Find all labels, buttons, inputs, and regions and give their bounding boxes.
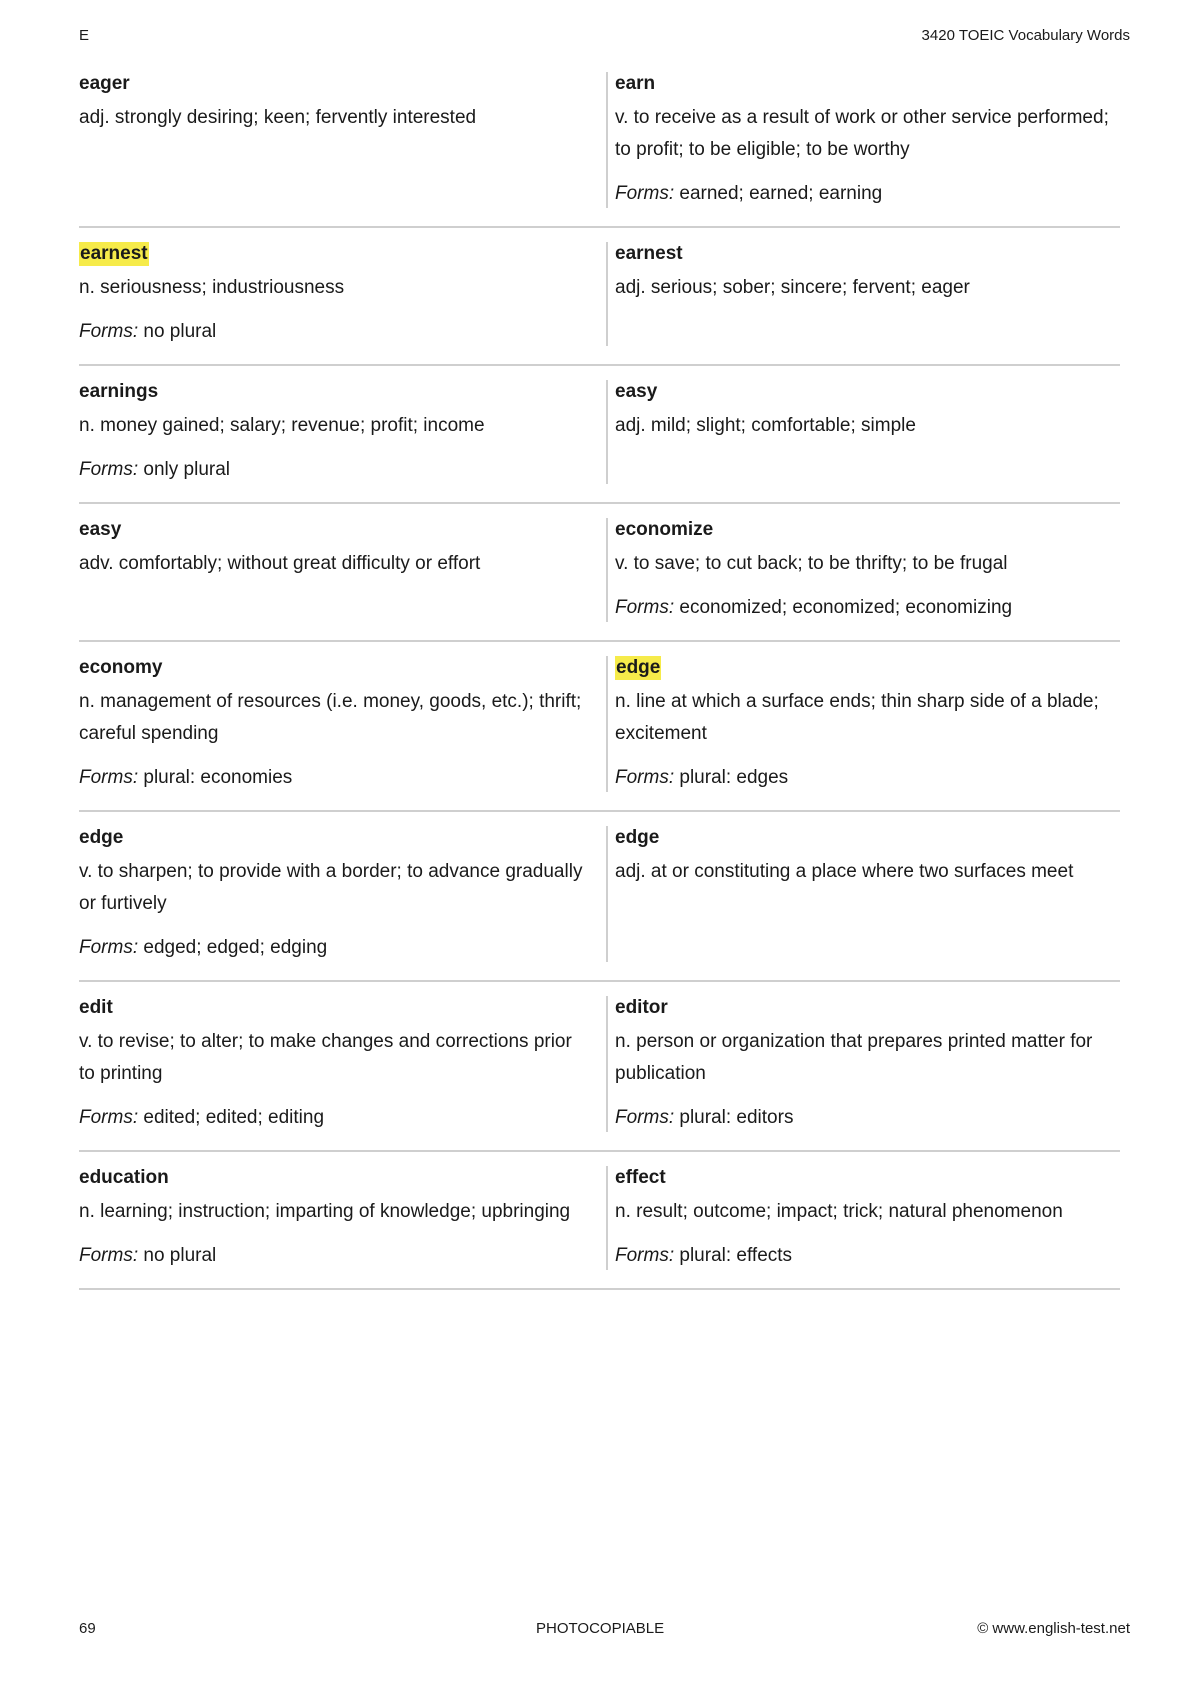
vocab-entry (606, 518, 1120, 622)
headword: economy (79, 657, 163, 678)
headword: earnings (79, 381, 159, 402)
forms-label: Forms: (79, 937, 139, 958)
forms-label: Forms: (79, 1245, 139, 1266)
definition: v. to receive as a result of work or other service performed; to profit; to be eligible; to be worthy (615, 107, 1109, 160)
definition: v. to sharpen; to provide with a border; to advance gradually or furtively (79, 861, 583, 914)
headword: effect (615, 1167, 666, 1188)
vocab-entry (606, 380, 1120, 484)
vocab-entry (79, 826, 606, 980)
vocabulary-entries (79, 72, 1120, 1290)
forms-value: plural: edges (679, 767, 789, 788)
headword: eager (79, 73, 130, 94)
forms-label: Forms: (615, 183, 675, 204)
headword: earn (615, 73, 656, 94)
definition: n. result; outcome; impact; trick; natural phenomenon (615, 1201, 1063, 1222)
vocab-entry (79, 1166, 606, 1288)
word-forms (79, 936, 592, 960)
headword: earnest (615, 243, 683, 264)
word-forms (79, 458, 592, 482)
headword: easy (79, 519, 122, 540)
forms-value: no plural (143, 1245, 217, 1266)
word-forms (615, 182, 1120, 206)
entry-row (79, 518, 1120, 642)
vocab-entry (606, 1166, 1120, 1270)
forms-label: Forms: (615, 597, 675, 618)
vocab-entry (79, 656, 606, 810)
vocab-entry (79, 518, 606, 640)
forms-label: Forms: (615, 1107, 675, 1128)
section-letter: E (79, 27, 90, 44)
forms-label: Forms: (79, 321, 139, 342)
vocab-entry (79, 380, 606, 502)
word-forms (79, 766, 592, 790)
vocab-entry (606, 826, 1120, 962)
entry-row (79, 656, 1120, 812)
forms-value: plural: effects (679, 1245, 793, 1266)
forms-label: Forms: (615, 767, 675, 788)
vocab-entry (606, 72, 1120, 208)
photocopiable-notice: PHOTOCOPIABLE (536, 1620, 665, 1637)
vocab-entry (79, 242, 606, 364)
forms-label: Forms: (79, 1107, 139, 1128)
definition: adj. strongly desiring; keen; fervently interested (79, 107, 477, 128)
forms-value: plural: economies (143, 767, 293, 788)
definition: adv. comfortably; without great difficulty or effort (79, 553, 481, 574)
word-forms (79, 1244, 592, 1268)
word-forms (79, 1106, 592, 1130)
definition: adj. mild; slight; comfortable; simple (615, 415, 916, 436)
word-forms (79, 320, 592, 344)
entry-row (79, 996, 1120, 1152)
copyright-notice: © www.english-test.net (977, 1620, 1130, 1637)
headword: edge (79, 827, 124, 848)
vocab-entry (606, 242, 1120, 346)
headword: edge (616, 657, 661, 678)
vocab-entry (79, 996, 606, 1150)
entry-row (79, 242, 1120, 366)
forms-value: only plural (143, 459, 230, 480)
definition: n. money gained; salary; revenue; profit; income (79, 415, 485, 436)
forms-label: Forms: (79, 459, 139, 480)
definition: adj. at or constituting a place where two surfaces meet (615, 861, 1074, 882)
headword: easy (615, 381, 658, 402)
forms-value: edited; edited; editing (143, 1107, 325, 1128)
definition: n. management of resources (i.e. money, goods, etc.); thrift; careful spending (79, 691, 582, 744)
book-title: 3420 TOEIC Vocabulary Words (921, 27, 1130, 44)
entry-row (79, 72, 1120, 228)
forms-value: earned; earned; earning (679, 183, 883, 204)
word-forms (615, 766, 1120, 790)
headword: editor (615, 997, 668, 1018)
definition: n. learning; instruction; imparting of knowledge; upbringing (79, 1201, 571, 1222)
definition: adj. serious; sober; sincere; fervent; eager (615, 277, 970, 298)
vocab-entry (606, 996, 1120, 1132)
page-number: 69 (79, 1620, 96, 1637)
headword: economize (615, 519, 714, 540)
headword: edit (79, 997, 113, 1018)
vocab-entry (79, 72, 606, 226)
definition: n. line at which a surface ends; thin sharp side of a blade; excitement (615, 691, 1099, 744)
entry-row (79, 1166, 1120, 1290)
word-forms (615, 1106, 1120, 1130)
word-forms (615, 596, 1120, 620)
entry-row (79, 826, 1120, 982)
forms-label: Forms: (615, 1245, 675, 1266)
entry-row (79, 380, 1120, 504)
headword: edge (615, 827, 660, 848)
definition: v. to save; to cut back; to be thrifty; to be frugal (615, 553, 1008, 574)
forms-value: no plural (143, 321, 217, 342)
vocab-entry (606, 656, 1120, 792)
word-forms (615, 1244, 1120, 1268)
forms-label: Forms: (79, 767, 139, 788)
definition: v. to revise; to alter; to make changes and corrections prior to printing (79, 1031, 572, 1084)
definition: n. person or organization that prepares printed matter for publication (615, 1031, 1093, 1084)
definition: n. seriousness; industriousness (79, 277, 345, 298)
headword: education (79, 1167, 169, 1188)
forms-value: economized; economized; economizing (679, 597, 1013, 618)
forms-value: edged; edged; edging (143, 937, 328, 958)
forms-value: plural: editors (679, 1107, 794, 1128)
headword: earnest (80, 243, 148, 264)
